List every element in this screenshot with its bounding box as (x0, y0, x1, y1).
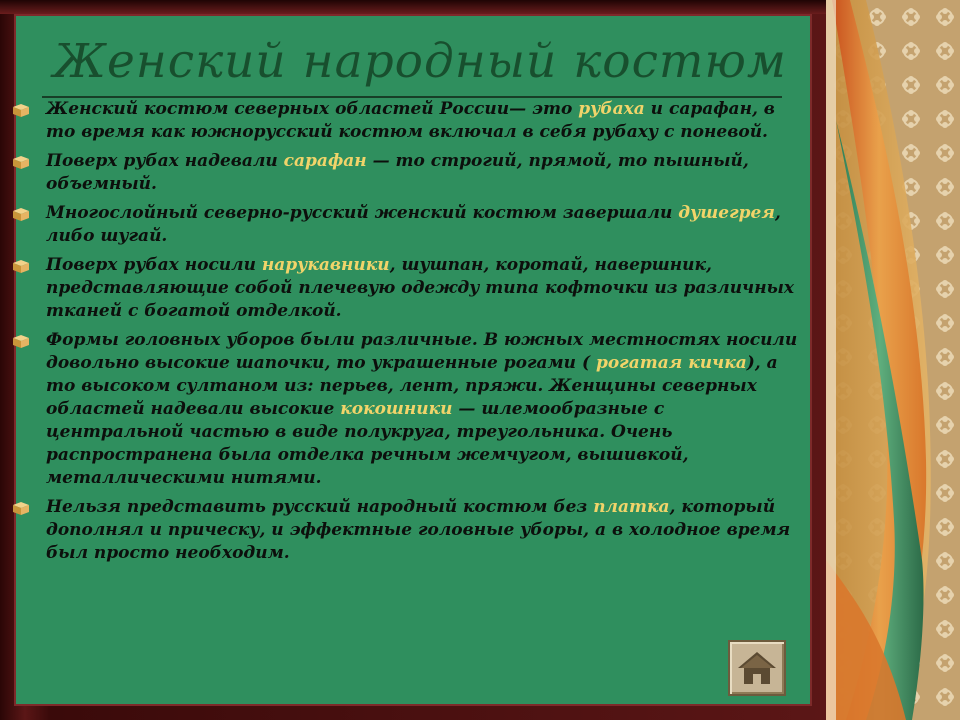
decorative-side-panel (826, 0, 960, 720)
highlighted-term: платка (593, 497, 670, 517)
bullet-text: Поверх рубах носили (46, 255, 262, 275)
bullet-text: и сарафан, в то время как южнорусский костюм включал в себя рубаху с поневой. (46, 99, 775, 142)
bullet-item (8, 254, 798, 323)
bullet-item (8, 496, 798, 565)
book-icon (12, 102, 30, 117)
book-icon (12, 500, 30, 515)
highlighted-term: рогатая кичка (595, 353, 747, 373)
bullet-text: Поверх рубах надевали (46, 151, 284, 171)
bullet-text: — то строгий, прямой, то пышный, объемный. (46, 151, 749, 194)
home-icon (730, 642, 784, 694)
highlighted-term: нарукавники (261, 255, 390, 275)
bullet-text: Формы головных уборов были различные. В южных местностях носили довольно высокие шапочки, то украшенные рогами ( (46, 330, 798, 373)
book-icon (12, 154, 30, 169)
bullet-text: Многослойный северно-русский женский костюм завершали (46, 203, 679, 223)
book-icon (12, 206, 30, 221)
highlighted-term: душегрея (678, 203, 775, 223)
decorative-drapery-graphic (826, 0, 960, 720)
bullet-text: Нельзя представить русский народный костюм без (46, 497, 594, 517)
bullet-item (8, 329, 798, 490)
bullet-text: Женский костюм северных областей России— это (46, 99, 579, 119)
bullet-text: ), а то высоком султаном из: перьев, лент, пряжи. Женщины северных областей надевали высокие (46, 353, 778, 419)
bullet-text: , который дополнял и прическу, и эффектные головные уборы, а в холодное время был просто необходим. (46, 497, 791, 563)
bullet-text: , шушпан, коротай, навершник, представляющие собой плечевую одежду типа кофточки из различных тканей с богатой отделкой. (46, 255, 795, 321)
highlighted-term: сарафан (283, 151, 367, 171)
slide-frame-top (0, 0, 826, 14)
bullet-list (8, 98, 798, 571)
slide-title: Женский народный костюм (53, 34, 787, 89)
book-icon (12, 333, 30, 348)
highlighted-term: кокошники (340, 399, 453, 419)
bullet-item (8, 98, 798, 144)
home-button[interactable] (728, 640, 786, 696)
bullet-text: — шлемообразные с центральной частью в виде полукруга, треугольника. Очень распространена была отделка речным жемчугом, вышивкой, металлическими нитями. (46, 399, 689, 488)
book-icon (12, 258, 30, 273)
bullet-item (8, 202, 798, 248)
bullet-text: , либо шугай. (46, 203, 781, 246)
bullet-item (8, 150, 798, 196)
highlighted-term: рубаха (578, 99, 645, 119)
